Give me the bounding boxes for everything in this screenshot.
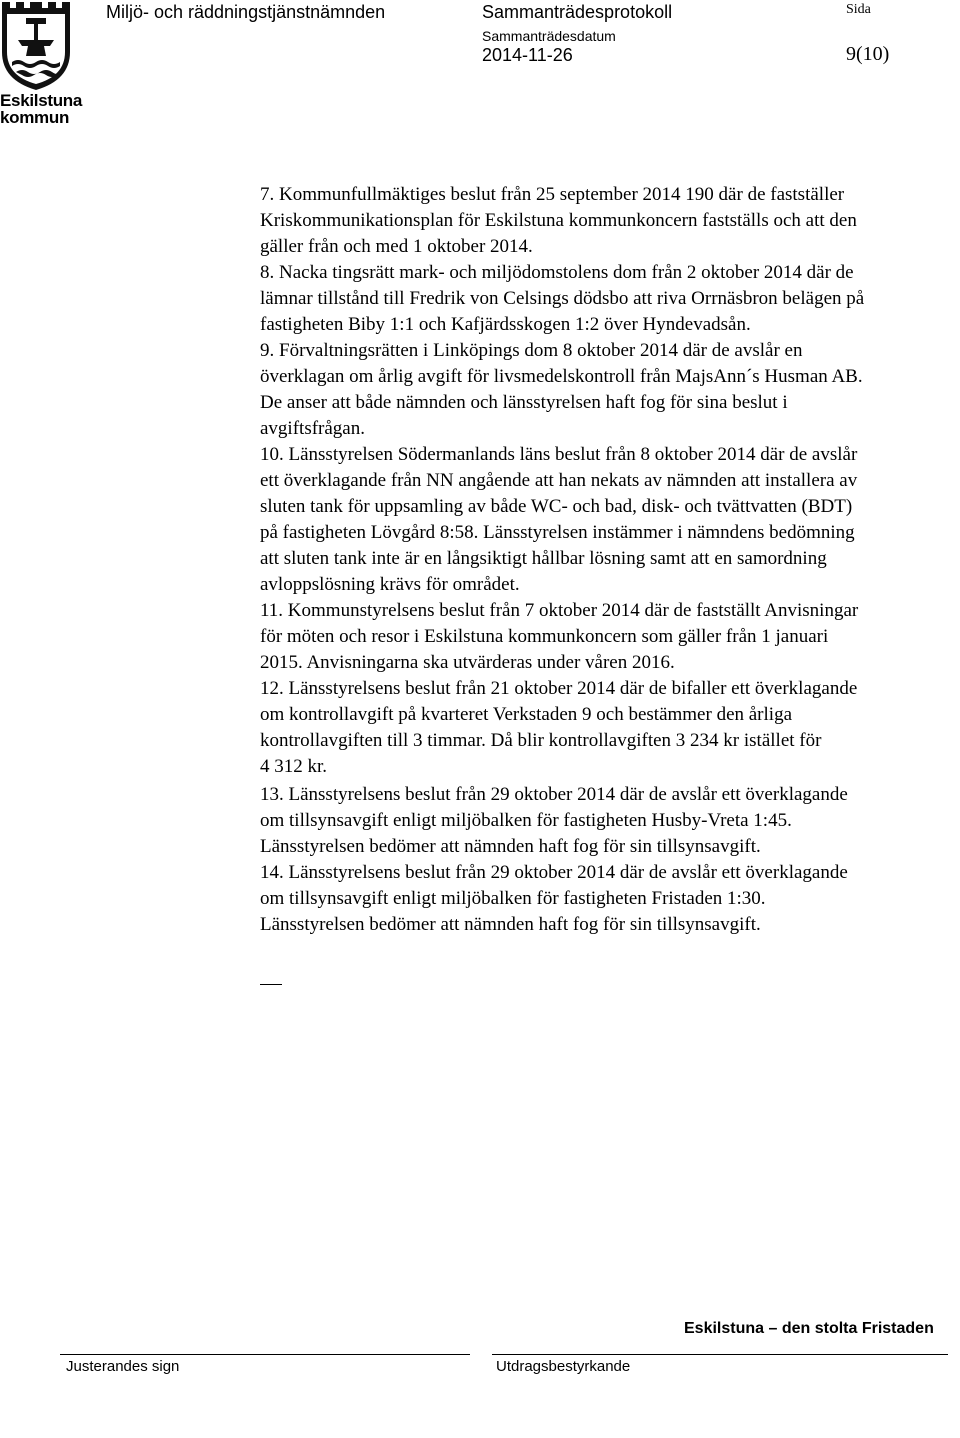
body-line: 8. Nacka tingsrätt mark- och miljödomstolens dom från 2 oktober 2014 där de bbox=[260, 262, 854, 283]
document-type: Sammanträdesprotokoll bbox=[482, 2, 673, 22]
body-line: om kontrollavgift på kvarteret Verkstaden 9 och bestämmer den årliga bbox=[260, 704, 792, 725]
body-line: 4 312 kr. bbox=[260, 756, 328, 777]
body-line: De anser att både nämnden och länsstyrelsen haft fog för sina beslut i bbox=[260, 392, 788, 413]
body-line: 14. Länsstyrelsens beslut från 29 oktober 2014 där de avslår ett överklagande bbox=[260, 862, 848, 883]
body-line: att sluten tank inte är en långsiktigt hållbar lösning samt att en samordning bbox=[260, 548, 827, 569]
logo-text-kommun: kommun bbox=[0, 108, 70, 127]
extract-rule bbox=[492, 1354, 948, 1355]
body-line: kontrollavgiften till 3 timmar. Då blir kontrollavgiften 3 234 kr istället för bbox=[260, 730, 822, 751]
page-header bbox=[0, 0, 960, 140]
body-line: 9. Förvaltningsrätten i Linköpings dom 8 oktober 2014 där de avslår en bbox=[260, 340, 803, 361]
body-line: om tillsynsavgift enligt miljöbalken för fastigheten Fristaden 1:30. bbox=[260, 888, 766, 909]
logo-text-eskilstuna: Eskilstuna bbox=[0, 91, 83, 110]
body-line: ett överklagande från NN angående att han nekats av nämnden att installera av bbox=[260, 470, 858, 491]
body-line: gäller från och med 1 oktober 2014. bbox=[260, 236, 533, 257]
page-number: 9(10) bbox=[846, 43, 890, 65]
sign-rule bbox=[60, 1354, 470, 1355]
municipality-logo bbox=[0, 0, 83, 128]
body-line: Länsstyrelsen bedömer att nämnden haft fog för sin tillsynsavgift. bbox=[260, 836, 761, 857]
body-line: sluten tank för uppsamling av både WC- och bad, disk- och tvättvatten (BDT) bbox=[260, 496, 853, 517]
body-line: avloppslösning krävs för området. bbox=[260, 574, 520, 595]
body-line: om tillsynsavgift enligt miljöbalken för fastigheten Husby-Vreta 1:45. bbox=[260, 810, 792, 831]
body-line: lämnar tillstånd till Fredrik von Celsings dödsbo att riva Orrnäsbron belägen på bbox=[260, 288, 865, 309]
logo-wordmark bbox=[0, 92, 82, 126]
body-line: 2015. Anvisningarna ska utvärderas under våren 2016. bbox=[260, 652, 675, 673]
coat-of-arms-icon bbox=[0, 0, 72, 92]
body-line: 13. Länsstyrelsens beslut från 29 oktober 2014 där de avslår ett överklagande bbox=[260, 784, 848, 805]
body-line: på fastigheten Lövgård 8:58. Länsstyrelsen instämmer i nämndens bedömning bbox=[260, 522, 855, 543]
body-line: 11. Kommunstyrelsens beslut från 7 oktober 2014 där de fastställt Anvisningar bbox=[260, 600, 859, 621]
extract-certification-label: Utdragsbestyrkande bbox=[496, 1358, 631, 1375]
body-line: för möten och resor i Eskilstuna kommunkoncern som gäller från 1 januari bbox=[260, 626, 829, 647]
committee-name: Miljö- och räddningstjänstnämnden bbox=[106, 2, 386, 22]
page-label: Sida bbox=[846, 2, 871, 17]
meeting-date: 2014-11-26 bbox=[482, 45, 573, 65]
footer-motto: Eskilstuna – den stolta Fristaden bbox=[684, 1320, 934, 1337]
body-line: 12. Länsstyrelsens beslut från 21 oktober 2014 där de bifaller ett överklagande bbox=[260, 678, 858, 699]
body-line: överklagan om årlig avgift för livsmedelskontroll från MajsAnn´s Husman AB. bbox=[260, 366, 863, 387]
body-line: 10. Länsstyrelsen Södermanlands läns beslut från 8 oktober 2014 där de avslår bbox=[260, 444, 858, 465]
body-line: Kriskommunikationsplan för Eskilstuna kommunkoncern fastställs och att den bbox=[260, 210, 857, 231]
body-line: Länsstyrelsen bedömer att nämnden haft fog för sin tillsynsavgift. bbox=[260, 914, 761, 935]
body-line: 7. Kommunfullmäktiges beslut från 25 september 2014 190 där de fastställer bbox=[260, 184, 845, 205]
body-line: avgiftsfrågan. bbox=[260, 418, 365, 439]
date-label: Sammanträdesdatum bbox=[482, 28, 616, 44]
body-line: fastigheten Biby 1:1 och Kafjärdsskogen 1:2 över Hyndevadsån. bbox=[260, 314, 751, 335]
end-of-section-dash bbox=[260, 984, 282, 985]
justering-sign-label: Justerandes sign bbox=[66, 1358, 180, 1375]
